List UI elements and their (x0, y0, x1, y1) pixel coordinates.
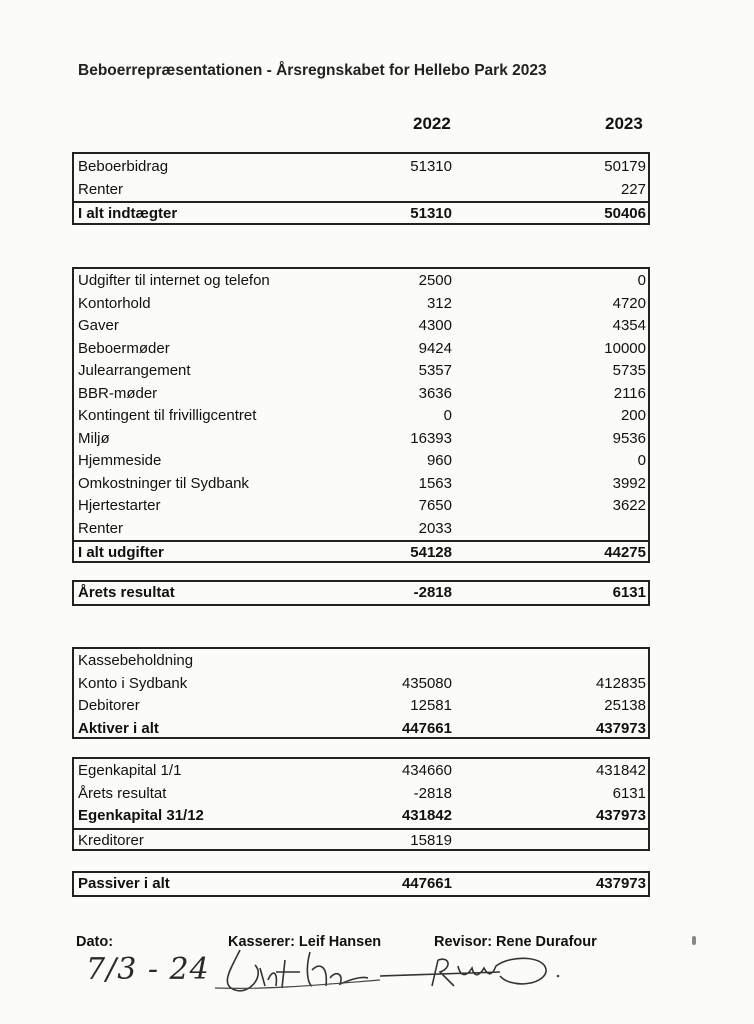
row-label: Kassebeholdning (78, 652, 194, 669)
table-row (74, 828, 648, 853)
value-2023: 412835 (595, 674, 646, 692)
year-header-2022: 2022 (413, 114, 451, 133)
value-2023: 4720 (612, 294, 646, 312)
table-row (74, 495, 648, 518)
row-label: Passiver i alt (78, 875, 170, 892)
row-label: Kontorhold (78, 294, 151, 312)
value-2022: 2500 (418, 272, 452, 289)
value-2023: 44275 (604, 544, 646, 561)
row-label: Årets resultat (78, 584, 175, 601)
total-row (74, 540, 648, 565)
value-2022: 431842 (401, 807, 452, 824)
row-label: Egenkapital 31/12 (78, 807, 204, 824)
table-row (74, 360, 648, 383)
row-label: Konto i Sydbank (78, 674, 188, 692)
value-2022: -2818 (413, 584, 452, 601)
value-2022: 960 (426, 452, 452, 469)
total-row (74, 873, 648, 896)
row-label: Kreditorer (78, 831, 144, 849)
row-label: Kontingent til frivilligcentret (78, 407, 257, 424)
value-2023: 10000 (604, 339, 646, 357)
row-label: Julearrangement (78, 362, 191, 379)
table-row (74, 650, 648, 673)
value-2022: 54128 (410, 544, 452, 561)
value-2023: 25138 (604, 697, 646, 714)
table-row (74, 695, 648, 718)
value-2023: 5735 (612, 362, 646, 379)
auditor-signature (380, 946, 570, 996)
value-2022: 1563 (418, 474, 452, 492)
table-row (74, 383, 648, 406)
value-2023: 431842 (595, 762, 646, 779)
value-2023: 3622 (612, 497, 646, 514)
row-label: Miljø (78, 429, 110, 447)
auditor-label: Revisor: Rene Durafour (434, 934, 597, 950)
value-2023: 437973 (595, 807, 646, 824)
row-label: Debitorer (78, 697, 140, 714)
table-row (74, 179, 648, 202)
table-row (74, 673, 648, 696)
assets-table (72, 647, 650, 739)
table-row (74, 156, 648, 179)
value-2022: 12581 (410, 697, 452, 714)
value-2023: 200 (620, 407, 646, 424)
value-2023: 6131 (612, 584, 646, 601)
table-row (74, 783, 648, 806)
table-row (74, 760, 648, 783)
value-2022: 51310 (410, 205, 452, 222)
table-row (74, 315, 648, 338)
scan-mark (692, 936, 696, 945)
value-2023: 4354 (612, 317, 646, 334)
table-row (74, 338, 648, 361)
value-2023: 50406 (604, 205, 646, 222)
row-label: Renter (78, 519, 124, 537)
value-2022: -2818 (413, 784, 452, 802)
liabilities-total-table (72, 871, 650, 897)
value-2022: 16393 (410, 429, 452, 447)
table-row (74, 270, 648, 293)
table-row (74, 405, 648, 428)
table-row (74, 293, 648, 316)
row-label: I alt udgifter (78, 544, 164, 561)
value-2022: 7650 (418, 497, 452, 514)
table-row (74, 805, 648, 828)
total-row (74, 201, 648, 226)
value-2022: 447661 (401, 719, 452, 737)
row-label: Egenkapital 1/1 (78, 762, 182, 779)
value-2023: 6131 (612, 784, 646, 802)
table-row (74, 428, 648, 451)
table-row (74, 450, 648, 473)
value-2023: 0 (637, 452, 646, 469)
table-row (74, 473, 648, 496)
value-2022: 435080 (401, 674, 452, 692)
expenses-table (72, 267, 650, 563)
row-label: Beboerbidrag (78, 158, 169, 175)
row-label: Aktiver i alt (78, 719, 159, 737)
result-table (72, 580, 650, 606)
row-label: Omkostninger til Sydbank (78, 474, 249, 492)
value-2023: 227 (620, 180, 646, 198)
income-table (72, 152, 650, 225)
value-2022: 2033 (418, 519, 452, 537)
row-label: Gaver (78, 317, 119, 334)
value-2022: 9424 (418, 339, 452, 357)
value-2022: 0 (443, 407, 452, 424)
document-title: Beboerrepræsentationen - Årsregnskabet for Hellebo Park 2023 (78, 62, 547, 79)
value-2022: 5357 (418, 362, 452, 379)
value-2023: 2116 (613, 384, 646, 402)
row-label: BBR-møder (78, 384, 158, 402)
total-row (74, 718, 648, 741)
row-label: I alt indtægter (78, 205, 178, 222)
equity-table (72, 757, 650, 851)
row-label: Udgifter til internet og telefon (78, 272, 270, 289)
value-2022: 51310 (410, 158, 452, 175)
result-row (74, 582, 648, 605)
value-2023: 9536 (612, 429, 646, 447)
value-2022: 4300 (418, 317, 452, 334)
handwritten-date: 7/3 - 24 (86, 952, 210, 987)
row-label: Hjemmeside (78, 452, 162, 469)
value-2023: 0 (637, 272, 646, 289)
row-label: Beboermøder (78, 339, 170, 357)
row-label: Hjertestarter (78, 497, 161, 514)
value-2023: 437973 (595, 875, 646, 892)
row-label: Årets resultat (78, 784, 167, 802)
treasurer-label: Kasserer: Leif Hansen (228, 934, 382, 950)
value-2023: 437973 (595, 719, 646, 737)
value-2023: 50179 (604, 158, 646, 175)
value-2022: 447661 (401, 875, 452, 892)
row-label: Renter (78, 180, 124, 198)
value-2022: 312 (426, 294, 452, 312)
year-header-2023: 2023 (605, 114, 643, 133)
table-row (74, 518, 648, 541)
date-label: Dato: (76, 934, 114, 950)
value-2022: 15819 (410, 831, 452, 849)
value-2022: 434660 (401, 762, 452, 779)
value-2023: 3992 (612, 474, 646, 492)
value-2022: 3636 (418, 384, 452, 402)
treasurer-signature (210, 940, 385, 1000)
